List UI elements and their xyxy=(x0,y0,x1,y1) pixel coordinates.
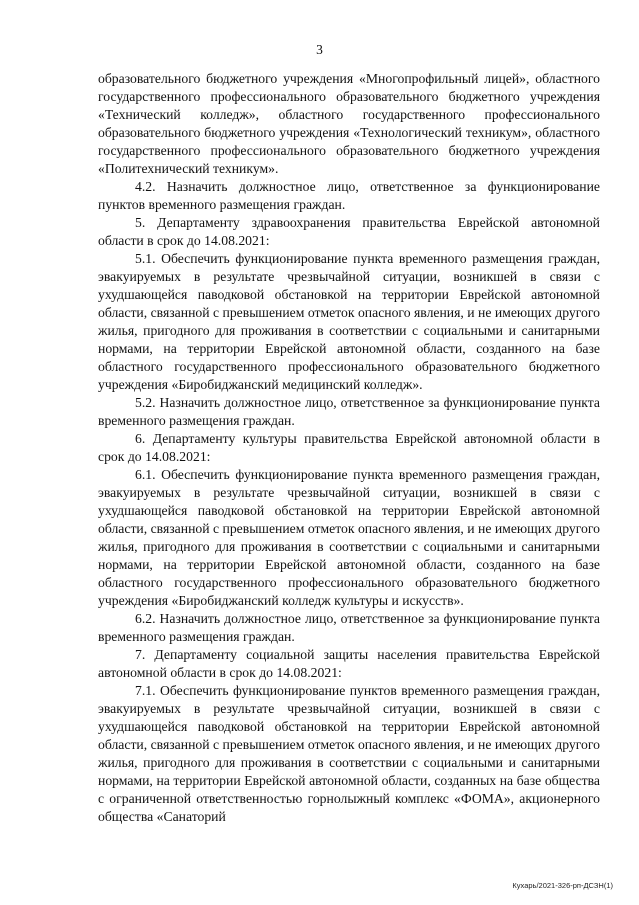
paragraph-6: 6. Департаменту культуры правительства Еврейской автономной области в срок до 14.08.2021: xyxy=(98,431,600,464)
document-body xyxy=(98,70,600,826)
paragraph-6-2: 6.2. Назначить должностное лицо, ответственное за функционирование пункта временного размещения граждан. xyxy=(98,611,600,644)
document-code-footer: Кухарь/2021-326-рп-ДСЗН(1) xyxy=(512,881,613,890)
paragraph-7: 7. Департаменту социальной защиты населения правительства Еврейской автономной области в срок до 14.08.2021: xyxy=(98,647,600,680)
paragraph-4-2: 4.2. Назначить должностное лицо, ответственное за функционирование пунктов временного размещения граждан. xyxy=(98,179,600,212)
paragraph-1: образовательного бюджетного учреждения «Многопрофильный лицей», областного государственного профессионального образовательного бюджетного учреждения «Технический колледж», областного государственного профессионального образовательного бюджетного учреждения «Технологический техникум», областного государственного профессионального образовательного бюджетного учреждения «Политехнический техникум». xyxy=(98,71,600,176)
paragraph-6-1: 6.1. Обеспечить функционирование пункта временного размещения граждан, эвакуируемых в результате чрезвычайной ситуации, возникшей в связи с ухудшающейся паводковой обстановкой на территории Еврейской автономной области, связанной с превышением отметок опасного явления, и не имеющих другого жилья, пригодного для проживания в соответствии с социальными и санитарными нормами, на территории Еврейской автономной области, созданного на базе областного государственного профессионального образовательного бюджетного учреждения «Биробиджанский колледж культуры и искусств». xyxy=(98,467,600,608)
paragraph-7-1: 7.1. Обеспечить функционирование пунктов временного размещения граждан, эвакуируемых в результате чрезвычайной ситуации, возникшей в связи с ухудшающейся паводковой обстановкой на территории Еврейской автономной области, связанной с превышением отметок опасного явления, и не имеющих другого жилья, пригодного для проживания в соответствии с социальными и санитарными нормами, на территории Еврейской автономной области, созданных на базе общества с ограниченной ответственностью горнолыжный комплекс «ФОМА», акционерного общества «Санаторий xyxy=(98,683,600,824)
page-number: 3 xyxy=(316,42,323,57)
paragraph-5: 5. Департаменту здравоохранения правительства Еврейской автономной области в срок до 14.08.2021: xyxy=(98,215,600,248)
paragraph-5-2: 5.2. Назначить должностное лицо, ответственное за функционирование пункта временного размещения граждан. xyxy=(98,395,600,428)
paragraph-5-1: 5.1. Обеспечить функционирование пункта временного размещения граждан, эвакуируемых в результате чрезвычайной ситуации, возникшей в связи с ухудшающейся паводковой обстановкой на территории Еврейской автономной области, связанной с превышением отметок опасного явления, и не имеющих другого жилья, пригодного для проживания в соответствии с социальными и санитарными нормами, на территории Еврейской автономной области, созданного на базе областного государственного профессионального образовательного бюджетного учреждения «Биробиджанский медицинский колледж». xyxy=(98,251,600,392)
